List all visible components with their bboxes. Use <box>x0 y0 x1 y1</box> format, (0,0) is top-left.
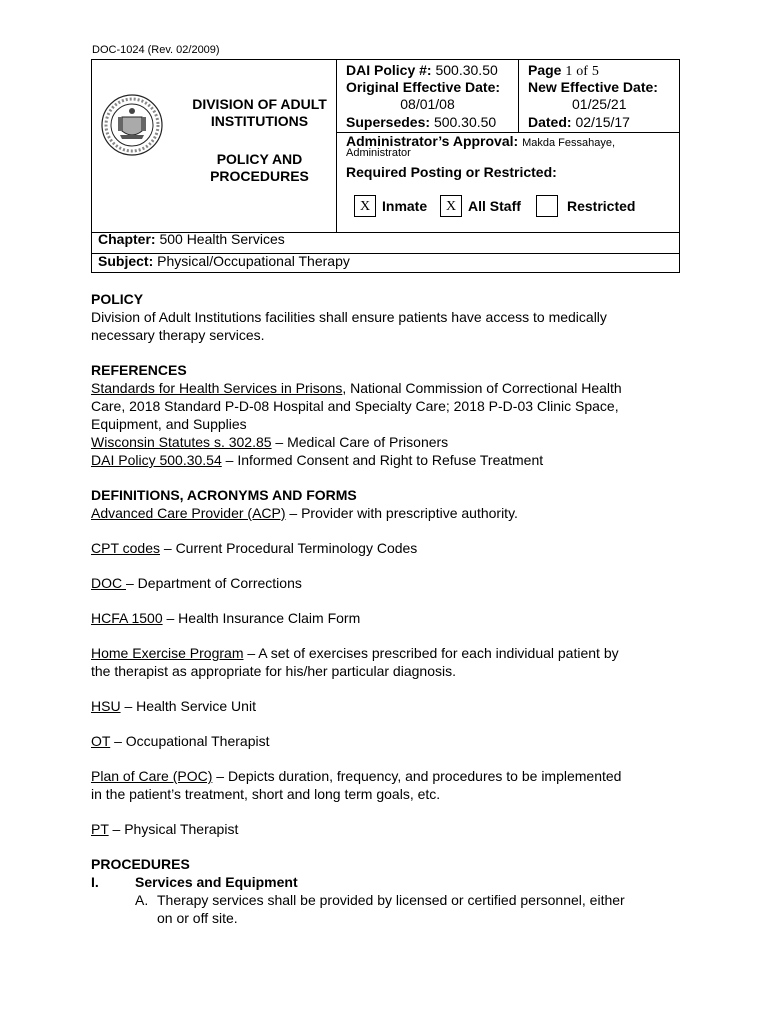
definition-text: – Department of Corrections <box>126 575 302 591</box>
approval-name: Makda Fessahaye, <box>522 137 615 149</box>
supersedes-field <box>346 114 496 131</box>
division-title: DIVISION OF ADULT INSTITUTIONS <box>192 96 327 129</box>
restricted-checkbox[interactable] <box>536 195 558 217</box>
all-staff-label: All Staff <box>468 198 521 214</box>
policy-number-field <box>346 62 498 79</box>
divider <box>518 60 519 132</box>
definition-term: CPT codes <box>91 540 160 556</box>
all-staff-checkbox[interactable]: X <box>440 195 462 217</box>
supersedes-value: 500.30.50 <box>433 114 497 130</box>
chapter-value: 500 Health Services <box>159 231 285 247</box>
definition-item <box>91 539 681 557</box>
definition-text: – Health Insurance Claim Form <box>162 610 361 626</box>
supersedes-label: Supersedes: <box>346 114 431 130</box>
definition-item <box>91 644 681 662</box>
definition-text-line: the therapist as appropriate for his/her particular diagnosis. <box>91 663 456 679</box>
reference-item <box>91 451 681 469</box>
page-current: 1 <box>565 64 573 79</box>
definitions-heading: DEFINITIONS, ACRONYMS AND FORMS <box>91 487 357 503</box>
references-heading: REFERENCES <box>91 362 187 378</box>
policy-heading: POLICY <box>91 291 144 307</box>
original-effective-label: Original Effective Date: <box>346 79 501 95</box>
page-label: Page <box>528 62 562 78</box>
definition-item <box>91 697 681 715</box>
reference-link[interactable]: DAI Policy 500.30.54 <box>91 452 222 468</box>
chapter-label: Chapter: <box>98 231 156 247</box>
definition-item <box>91 504 681 522</box>
procedure-number: I. <box>91 874 99 890</box>
posting-label: Required Posting or Restricted: <box>346 164 557 180</box>
definition-term: Home Exercise Program <box>91 645 244 661</box>
reference-text: – Medical Care of Prisoners <box>271 434 449 450</box>
definition-item <box>91 767 681 785</box>
definition-text: – Health Service Unit <box>120 698 256 714</box>
restricted-label: Restricted <box>567 198 636 214</box>
subject-field <box>98 253 350 270</box>
definition-item <box>91 732 681 750</box>
new-effective-date: 01/25/21 <box>572 96 627 112</box>
dated-label: Dated: <box>528 114 572 130</box>
definition-item <box>91 574 681 592</box>
divider <box>336 60 337 232</box>
dated-field <box>528 114 630 131</box>
reference-item <box>91 433 681 451</box>
definition-term: Plan of Care (POC) <box>91 768 213 784</box>
chapter-field <box>98 231 285 248</box>
definition-text-line: in the patient’s treatment, short and long term goals, etc. <box>91 786 441 802</box>
definition-term: PT <box>91 821 109 837</box>
reference-text-line: Care, 2018 Standard P-D-08 Hospital and Specialty Care; 2018 P-D-03 Clinic Space, <box>91 398 619 414</box>
policy-text-line: Division of Adult Institutions facilities shall ensure patients have access to medically <box>91 309 607 325</box>
definition-term: HSU <box>91 698 121 714</box>
subitem-text-line: Therapy services shall be provided by licensed or certified personnel, either <box>157 892 625 908</box>
reference-text: , National Commission of Correctional Health <box>342 380 622 396</box>
document-body <box>91 290 681 927</box>
reference-item <box>91 379 681 397</box>
approval-title: Administrator <box>346 147 411 159</box>
definition-item <box>91 820 681 838</box>
policy-text-line: necessary therapy services. <box>91 327 265 343</box>
reference-link[interactable]: Standards for Health Services in Prisons <box>91 380 343 396</box>
dated-value: 02/15/17 <box>575 114 630 130</box>
definition-text: – Occupational Therapist <box>110 733 270 749</box>
definition-text: – Depicts duration, frequency, and procedures to be implemented <box>212 768 622 784</box>
subitem-letter: A. <box>135 892 149 908</box>
approval-label: Administrator’s Approval: <box>346 133 519 149</box>
procedure-subitem <box>135 891 681 927</box>
original-effective-date: 08/01/08 <box>400 96 455 112</box>
page-indicator <box>528 62 599 80</box>
policy-number-label: DAI Policy #: <box>346 62 432 78</box>
page-of: of <box>576 64 588 79</box>
subject-label: Subject: <box>98 253 154 269</box>
subject-value: Physical/Occupational Therapy <box>157 253 350 269</box>
definition-term: DOC <box>91 575 126 591</box>
inmate-checkbox[interactable]: X <box>354 195 376 217</box>
new-effective-label: New Effective Date: <box>528 79 658 95</box>
reference-link[interactable]: Wisconsin Statutes s. 302.85 <box>91 434 272 450</box>
definition-text: – Provider with prescriptive authority. <box>285 505 518 521</box>
subitem-text-line: on or off site. <box>157 910 238 926</box>
policy-number-value: 500.30.50 <box>435 62 498 78</box>
definition-term: HCFA 1500 <box>91 610 163 626</box>
definition-item <box>91 609 681 627</box>
procedures-heading: PROCEDURES <box>91 856 190 872</box>
definition-text: – Physical Therapist <box>108 821 239 837</box>
state-seal-icon <box>100 93 164 157</box>
inmate-label: Inmate <box>382 198 428 214</box>
definition-term: Advanced Care Provider (ACP) <box>91 505 286 521</box>
document-form-id: DOC-1024 (Rev. 02/2009) <box>92 44 220 56</box>
policy-header-table <box>91 59 680 273</box>
definition-text: – Current Procedural Terminology Codes <box>160 540 418 556</box>
definition-term: OT <box>91 733 111 749</box>
procedure-title: Services and Equipment <box>135 874 298 890</box>
procedure-item <box>91 873 681 891</box>
page-total: 5 <box>591 64 599 79</box>
reference-text: – Informed Consent and Right to Refuse Treatment <box>221 452 544 468</box>
reference-text-line: Equipment, and Supplies <box>91 416 247 432</box>
policy-procedures-title: POLICY AND PROCEDURES <box>210 151 309 184</box>
definition-text: – A set of exercises prescribed for each individual patient by <box>243 645 619 661</box>
